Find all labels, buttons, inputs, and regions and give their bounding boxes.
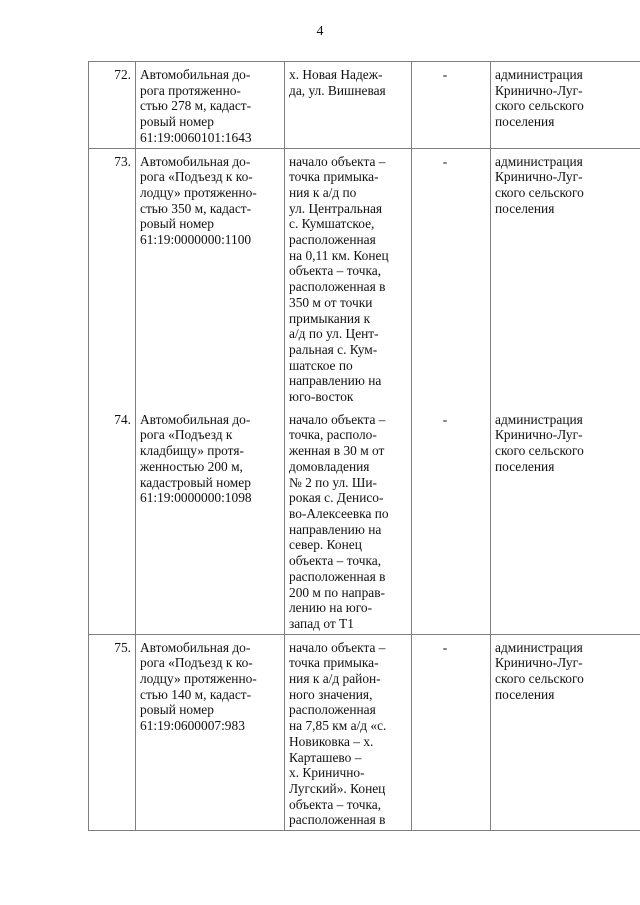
- road-location: начало объекта – точка примыка- ния к а/д по ул. Центральная с. Кумшатское, расположенная на 0,11 км. Конец объекта – точка, расположенная в 350 м от точки примыкания к а/д по ул. Цент- ральная с. Кум- шатское по направлению на юго-восток: [289, 153, 389, 405]
- owner-name: администрация Кринично-Луг- ского сельского поселения: [495, 153, 584, 216]
- dash-value: -: [442, 639, 448, 655]
- road-name-cell: [136, 148, 285, 407]
- road-name: Автомобильная до- рога «Подъезд к ко- лодцу» протяженно- стью 350 м, кадаст- ровый номер 61:19:0000000:1100: [140, 153, 257, 248]
- row-number: 73.: [89, 148, 136, 407]
- table-row: [89, 634, 640, 830]
- road-location: начало объекта – точка, располо- женная в 30 м от домовладения № 2 по ул. Ши- рокая с. Денисо- во-Алексеевка по направлению на север. Конец объекта – точка, расположенная в 200 м по направ- лению на юго- запад от Т1: [289, 411, 389, 631]
- owner-name: администрация Кринично-Луг- ского сельского поселения: [495, 67, 584, 130]
- road-name: Автомобильная до- рога протяженно- стью 278 м, кадаст- ровый номер 61:19:0060101:1643: [140, 67, 252, 145]
- page-number: 4: [316, 24, 324, 39]
- road-name-cell: [136, 407, 285, 634]
- owner-cell: [491, 148, 640, 407]
- road-location: х. Новая Надеж- да, ул. Вишневая: [289, 67, 386, 98]
- table-row: [89, 148, 640, 407]
- dash-value: -: [442, 411, 448, 427]
- owner-cell: [491, 407, 640, 634]
- dash-value: -: [442, 67, 448, 82]
- owner-name: администрация Кринично-Луг- ского сельского поселения: [495, 639, 584, 702]
- road-location: начало объекта – точка примыка- ния к а/д район- ного значения, расположенная на 7,85 км а/д «с. Новиковка – х. Карташево – х. Кринично- Лугский». Конец объекта – точка, расположенная в: [289, 639, 387, 828]
- road-registry-table: [88, 61, 640, 831]
- extra-cell: [412, 634, 491, 830]
- road-name-cell: [136, 634, 285, 830]
- owner-cell: [491, 634, 640, 830]
- road-name: Автомобильная до- рога «Подъезд к ко- лодцу» протяженно- стью 140 м, кадаст- ровый номер 61:19:0600007:983: [140, 639, 257, 734]
- road-location-cell: [285, 634, 412, 830]
- table-row: [89, 62, 640, 149]
- road-name: Автомобильная до- рога «Подъезд к кладбищу» протя- женностью 200 м, кадастровый номер 61:19:0000000:1098: [140, 411, 252, 506]
- dash-value: -: [442, 153, 448, 169]
- extra-cell: [412, 148, 491, 407]
- owner-name: администрация Кринично-Луг- ского сельского поселения: [495, 411, 584, 474]
- road-location-cell: [285, 148, 412, 407]
- road-location-cell: [285, 407, 412, 634]
- row-number: 75.: [89, 634, 136, 830]
- road-location-cell: [285, 62, 412, 149]
- extra-cell: [412, 407, 491, 634]
- road-name-cell: [136, 62, 285, 149]
- owner-cell: [491, 62, 640, 149]
- table-row: [89, 407, 640, 634]
- row-number: 74.: [89, 407, 136, 634]
- row-number: 72.: [89, 62, 136, 149]
- extra-cell: [412, 62, 491, 149]
